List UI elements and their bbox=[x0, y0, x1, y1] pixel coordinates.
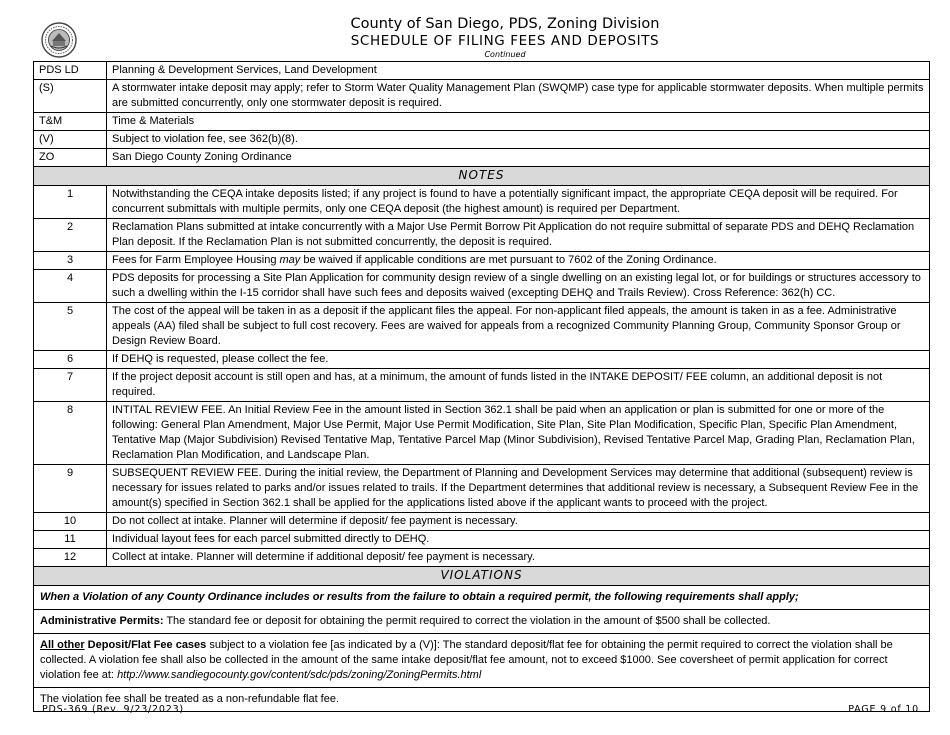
note-text-emphasis: may bbox=[279, 254, 301, 266]
abbr-code: T&M bbox=[34, 113, 107, 131]
note-row bbox=[34, 402, 930, 465]
administrative-permits-row bbox=[34, 610, 930, 634]
note-number: 12 bbox=[34, 549, 107, 567]
note-row bbox=[34, 252, 930, 270]
note-number: 10 bbox=[34, 513, 107, 531]
note-number: 4 bbox=[34, 270, 107, 303]
note-number: 8 bbox=[34, 402, 107, 465]
abbr-description: Planning & Development Services, Land Development bbox=[107, 62, 930, 80]
zoning-permits-url: http://www.sandiegocounty.gov/content/sdc/pds/zoning/ZoningPermits.html bbox=[117, 669, 482, 681]
violations-heading: VIOLATIONS bbox=[34, 567, 930, 586]
note-row bbox=[34, 270, 930, 303]
note-text: Collect at intake. Planner will determine if additional deposit/ fee payment is necessary. bbox=[107, 549, 930, 567]
note-row bbox=[34, 303, 930, 351]
other-cases bbox=[34, 634, 930, 688]
other-cases-row bbox=[34, 634, 930, 688]
administrative-permits bbox=[34, 610, 930, 634]
abbr-code: (V) bbox=[34, 131, 107, 149]
note-text: PDS deposits for processing a Site Plan Application for community design review of a single dwelling on an existing legal lot, or for buildings or structures accessory to such a dwelling within the I-15 corridor shall have such fees and deposits waived (excepting DEHQ and Trails Review). Cross Reference: 362(h) CC. bbox=[107, 270, 930, 303]
note-row bbox=[34, 549, 930, 567]
note-text-part: be waived if applicable conditions are met pursuant to 7602 of the Zoning Ordinance. bbox=[300, 254, 717, 266]
note-number: 5 bbox=[34, 303, 107, 351]
notes-section-header bbox=[34, 167, 930, 186]
violations-intro bbox=[34, 586, 930, 610]
admin-label: Administrative Permits: bbox=[40, 615, 164, 627]
note-text: INTITAL REVIEW FEE. An Initial Review Fee in the amount listed in Section 362.1 shall be paid when an application or plan is submitted for one or more of the following: General Plan Amendment, Major Use Permit, Major Use Permit Modification, Site Plan, Site Plan Modification, Specific Plan, Specific Plan Amendment, Tentative Map (Major Subdivision) Revised Tentative Map, Tentative Parcel Map (Minor Subdivision), Revised Tentative Parcel Map, Grading Plan, Reclamation Plan, Reclamation Plan Modification, and Landscape Plan. bbox=[107, 402, 930, 465]
note-text: Individual layout fees for each parcel submitted directly to DEHQ. bbox=[107, 531, 930, 549]
note-row bbox=[34, 219, 930, 252]
page-number: PAGE 9 of 10 bbox=[848, 704, 919, 715]
note-row bbox=[34, 369, 930, 402]
other-label-underlined: All other bbox=[40, 639, 85, 651]
abbr-description: San Diego County Zoning Ordinance bbox=[107, 149, 930, 167]
note-number: 9 bbox=[34, 465, 107, 513]
note-text: Notwithstanding the CEQA intake deposits listed; if any project is found to have a potentially significant impact, the appropriate CEQA deposit will be required. For concurrent submittals with multiple permits, only one CEQA deposit (the highest amount) is required per Department. bbox=[107, 186, 930, 219]
notes-heading: NOTES bbox=[34, 167, 930, 186]
abbr-row bbox=[34, 80, 930, 113]
note-text: If DEHQ is requested, please collect the fee. bbox=[107, 351, 930, 369]
note-text: The cost of the appeal will be taken in as a deposit if the applicant files the appeal. For non-applicant filed appeals, the amount is taken in as a fee. Administrative appeals (AA) filed shall be subject to full cost recovery. Fees are waived for appeals from a recognized Community Planning Group, Community Sponsor Group or Design Review Board. bbox=[107, 303, 930, 351]
note-row bbox=[34, 465, 930, 513]
document-subtitle: SCHEDULE OF FILING FEES AND DEPOSITS bbox=[350, 33, 660, 49]
abbr-row bbox=[34, 113, 930, 131]
violations-intro-text: When a Violation of any County Ordinance includes or results from the failure to obtain a required permit, the following requirements shall apply; bbox=[40, 591, 799, 603]
note-text: SUBSEQUENT REVIEW FEE. During the initial review, the Department of Planning and Development Services may determine that additional (subsequent) review is necessary for issues related to parks and/or issues related to trails. If the Department determines that additional review is necessary, a Subsequent Review Fee in the amount(s) specified in Section 362.1 shall be applied for the applications listed above if the applicant wants to proceed with the project. bbox=[107, 465, 930, 513]
document-title: County of San Diego, PDS, Zoning Division bbox=[350, 16, 660, 32]
abbr-row bbox=[34, 62, 930, 80]
note-number: 2 bbox=[34, 219, 107, 252]
abbr-code: ZO bbox=[34, 149, 107, 167]
note-row bbox=[34, 531, 930, 549]
violations-intro-row bbox=[34, 586, 930, 610]
note-number: 6 bbox=[34, 351, 107, 369]
abbr-description: A stormwater intake deposit may apply; refer to Storm Water Quality Management Plan (SWQMP) case type for applicable stormwater deposits. When multiple permits are submitted concurrently, only one stormwater deposit is required. bbox=[107, 80, 930, 113]
note-number: 11 bbox=[34, 531, 107, 549]
other-text: subject to a violation fee [as indicated by a (V)]: The standard deposit/flat fee for obtaining the permit required to correct the violation shall be collected. A violation fee shall also be collected in the amount of the same intake deposit/flat fee amount, not to exceed $1000. See coversheet of permit application for correct violation fee at: bbox=[40, 639, 893, 681]
other-label-rest: Deposit/Flat Fee cases bbox=[84, 639, 207, 651]
note-number: 3 bbox=[34, 252, 107, 270]
form-number: PDS-369 (Rev. 9/23/2023) bbox=[42, 704, 184, 715]
note-number: 7 bbox=[34, 369, 107, 402]
abbr-code: (S) bbox=[34, 80, 107, 113]
note-text: Reclamation Plans submitted at intake concurrently with a Major Use Permit Borrow Pit Application do not require submittal of separate PDS and DEHQ Reclamation Plan deposit. If the Reclamation Plan is not submitted concurrently, the deposit is required. bbox=[107, 219, 930, 252]
county-seal-logo bbox=[41, 22, 77, 58]
note-text: If the project deposit account is still open and has, at a minimum, the amount of funds listed in the INTAKE DEPOSIT/ FEE column, an additional deposit is not required. bbox=[107, 369, 930, 402]
continued-label: Continued bbox=[484, 50, 526, 59]
abbr-row bbox=[34, 149, 930, 167]
fee-schedule-table bbox=[33, 61, 930, 712]
admin-text: The standard fee or deposit for obtaining the permit required to correct the violation in the amount of $500 shall be collected. bbox=[163, 615, 771, 627]
note-row bbox=[34, 513, 930, 531]
abbr-code: PDS LD bbox=[34, 62, 107, 80]
note-text: Do not collect at intake. Planner will determine if deposit/ fee payment is necessary. bbox=[107, 513, 930, 531]
note-row bbox=[34, 186, 930, 219]
abbr-description: Time & Materials bbox=[107, 113, 930, 131]
note-text-part: Fees for Farm Employee Housing bbox=[112, 254, 280, 266]
violation-final: The violation fee shall be treated as a non-refundable flat fee. bbox=[34, 688, 930, 712]
abbr-description: Subject to violation fee, see 362(b)(8). bbox=[107, 131, 930, 149]
violations-section-header bbox=[34, 567, 930, 586]
note-row bbox=[34, 351, 930, 369]
note-number: 1 bbox=[34, 186, 107, 219]
abbr-row bbox=[34, 131, 930, 149]
note-text bbox=[107, 252, 930, 270]
